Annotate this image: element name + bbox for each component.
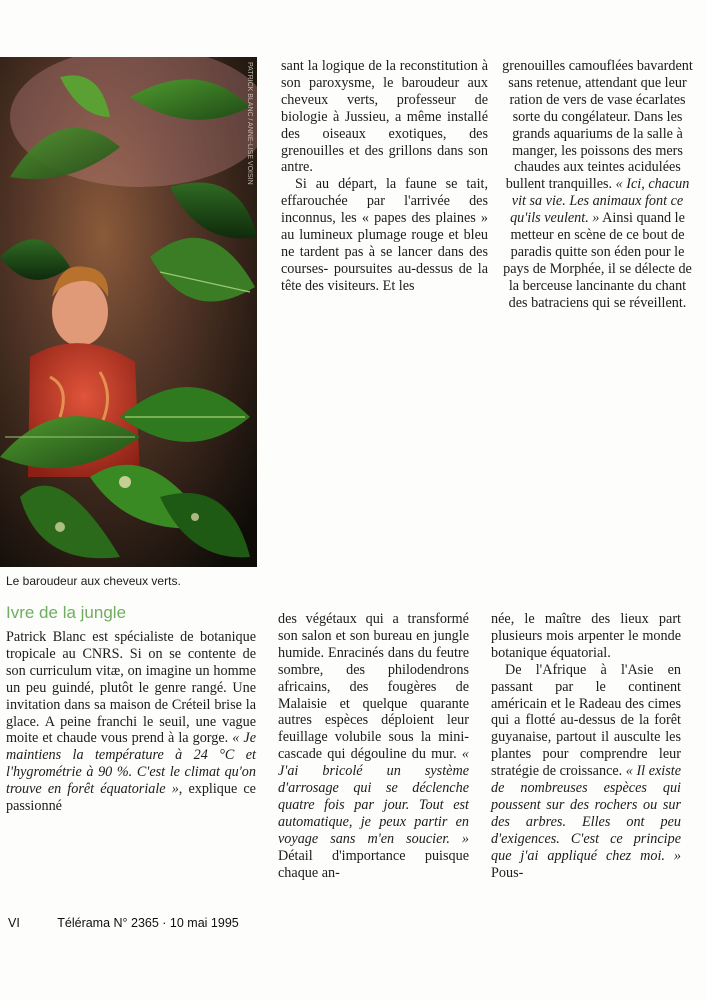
section-heading: Ivre de la jungle [6, 603, 127, 622]
publication-line: Télérama N° 2365 · 10 mai 1995 [57, 916, 239, 930]
article-column-2-top [281, 58, 488, 295]
photo-credit: PATRICK BLANC / ANNE-LISE VOISIN [246, 62, 253, 185]
text-run: Patrick Blanc est spécialiste de botanique tropicale au CNRS. Si on se contente de son curriculum vitæ, on imagine un homme un peu guindé, plutôt le genre rangé. Une invitation dans sa maison de Créteil brise la glace. A peine franchi le seuil, une vague moite et chaude vous prend à la gorge. [6, 629, 256, 747]
article-column-1-bottom [6, 629, 256, 815]
paragraph: née, le maître des lieux part plusieurs mois arpenter le monde botanique équatorial. [491, 611, 681, 661]
text-run: Détail d'importance puisque chaque an- [278, 847, 469, 881]
page-folio: VI [8, 916, 20, 930]
quote: « J'ai bricolé un système d'arrosage qui se déclenche quatre fois par jour. Tout est automatique, je peux partir en voyage sans m'en soucier. » [278, 746, 469, 847]
article-column-3-top [500, 58, 695, 312]
photo-caption: Le baroudeur aux cheveux verts. [6, 574, 181, 588]
paragraph [491, 662, 681, 882]
text-run: , explique ce passionné [6, 781, 256, 815]
paragraph [6, 629, 256, 815]
quote: « Je maintiens la température à 24 °C et l'hygrométrie à 90 %. C'est le climat qu'on trouve en forêt équatoriale » [6, 730, 256, 798]
jungle-photo-illustration [0, 57, 257, 567]
article-column-3-bottom [491, 611, 681, 882]
text-run: De l'Afrique à l'Asie en passant par le continent américain et le Radeau des cimes qui a flotté au-dessus de la forêt guyanaise, partout il ausculte les plantes pour comprendre leur stratégie de croissance. [491, 661, 681, 780]
text-run: Ainsi quand le metteur en scène de ce bout de paradis quitte son éden pour le pays de Morphée, il se délecte de la berceuse lancinante du chant des batraciens qui se réveillent. [503, 210, 692, 311]
text-run: Pous- [491, 864, 524, 881]
article-column-2-bottom [278, 611, 469, 882]
quote: « Ici, chacun vit sa vie. Les animaux font ce qu'ils veulent. » [510, 176, 690, 227]
page-footer [8, 916, 239, 930]
paragraph: Si au départ, la faune se tait, effarouchée par l'arrivée des inconnus, les « papes des plaines » au lumineux plumage rouge et bleu ne tardent pas à se lancer dans des courses- poursuites au-dessus de la tête des visiteurs. Et les [281, 176, 488, 294]
paragraph [278, 611, 469, 882]
paragraph: sant la logique de la reconstitution à son paroxysme, le baroudeur aux cheveux verts, professeur de biologie à Jussieu, a même installé des oiseaux exotiques, des grenouilles et des grillons dans son antre. [281, 58, 488, 176]
paragraph [500, 58, 695, 312]
text-run: des végétaux qui a transformé son salon et son bureau en jungle humide. Enracinés dans du feutre sombre, des philodendrons africains, des fougères de Malaisie et quelque quarante autres espèces déploient leur feuillage volubile sous la mini-cascade qui dégouline du mur. [278, 611, 469, 763]
jungle-photo [0, 57, 257, 567]
quote: « Il existe de nombreuses espèces qui poussent sur des rochers ou sur des arbres. Elles ont peu d'exigences. C'est ce principe que j'ai appliqué chez moi. » [491, 763, 681, 864]
text-run: grenouilles camouflées bavardent sans retenue, attendant que leur ration de vers de vase écarlates sorte du congélateur. Dans les grands aquariums de la salle à manger, les poissons des mers chaudes aux teintes acidulées bullent tranquilles. [502, 58, 693, 193]
